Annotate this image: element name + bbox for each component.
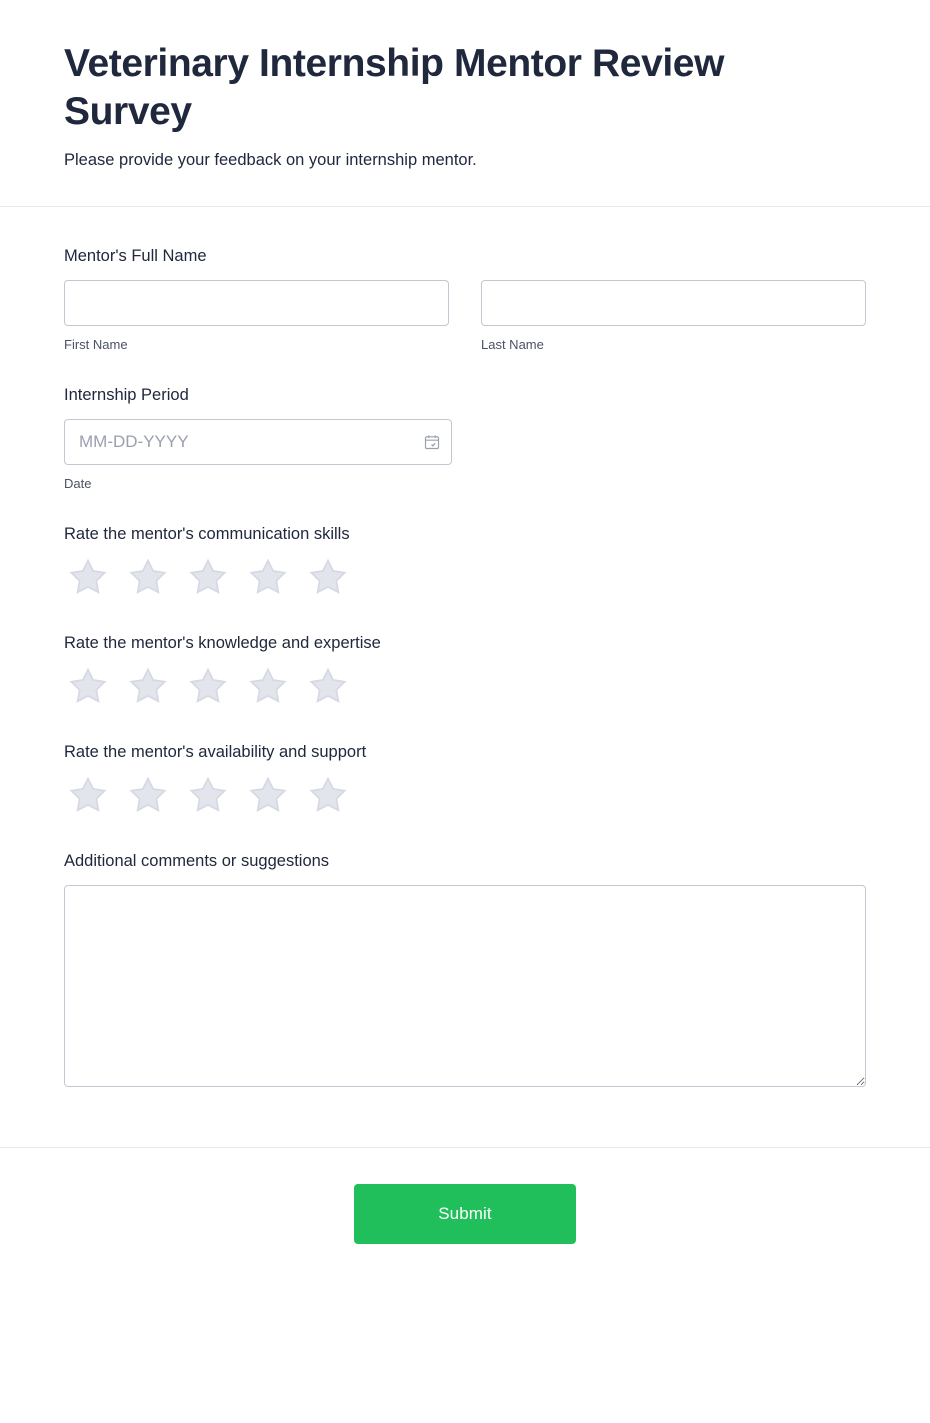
comments-textarea[interactable]	[64, 885, 866, 1087]
rating-communication-label: Rate the mentor's communication skills	[64, 525, 350, 544]
field-rating-communication	[64, 525, 866, 598]
star-icon-1[interactable]	[66, 774, 110, 816]
page-subtitle: Please provide your feedback on your internship mentor.	[64, 151, 477, 170]
star-rating-knowledge[interactable]	[64, 665, 866, 707]
rating-knowledge-label: Rate the mentor's knowledge and expertise	[64, 634, 381, 653]
first-name-input[interactable]	[64, 280, 449, 326]
name-row	[64, 280, 866, 352]
star-icon-4[interactable]	[246, 774, 290, 816]
first-name-sublabel: First Name	[64, 337, 128, 353]
star-rating-communication[interactable]	[64, 556, 866, 598]
date-sublabel: Date	[64, 476, 92, 492]
field-internship-period	[64, 386, 866, 491]
form-footer	[0, 1147, 930, 1288]
form-header	[0, 0, 930, 207]
star-icon-1[interactable]	[66, 665, 110, 707]
star-icon-3[interactable]	[186, 556, 230, 598]
date-input[interactable]	[64, 419, 452, 465]
star-icon-5[interactable]	[306, 665, 350, 707]
comments-label: Additional comments or suggestions	[64, 852, 330, 871]
submit-button[interactable]: Submit	[354, 1184, 576, 1244]
field-mentor-full-name	[64, 247, 866, 352]
last-name-group	[481, 280, 866, 352]
star-icon-2[interactable]	[126, 665, 170, 707]
mentor-name-label: Mentor's Full Name	[64, 247, 207, 266]
last-name-sublabel: Last Name	[481, 337, 544, 353]
star-icon-5[interactable]	[306, 556, 350, 598]
last-name-input[interactable]	[481, 280, 866, 326]
star-icon-5[interactable]	[306, 774, 350, 816]
star-icon-3[interactable]	[186, 774, 230, 816]
star-icon-2[interactable]	[126, 774, 170, 816]
date-input-wrapper	[64, 419, 452, 465]
field-rating-availability	[64, 743, 866, 816]
star-icon-3[interactable]	[186, 665, 230, 707]
star-icon-2[interactable]	[126, 556, 170, 598]
page-title: Veterinary Internship Mentor Review Survey	[64, 42, 725, 133]
field-additional-comments	[64, 852, 866, 1087]
star-icon-4[interactable]	[246, 556, 290, 598]
rating-availability-label: Rate the mentor's availability and support	[64, 743, 367, 762]
form-body	[0, 207, 930, 1147]
star-rating-availability[interactable]	[64, 774, 866, 816]
internship-period-label: Internship Period	[64, 386, 189, 405]
first-name-group	[64, 280, 449, 352]
field-rating-knowledge	[64, 634, 866, 707]
star-icon-4[interactable]	[246, 665, 290, 707]
star-icon-1[interactable]	[66, 556, 110, 598]
